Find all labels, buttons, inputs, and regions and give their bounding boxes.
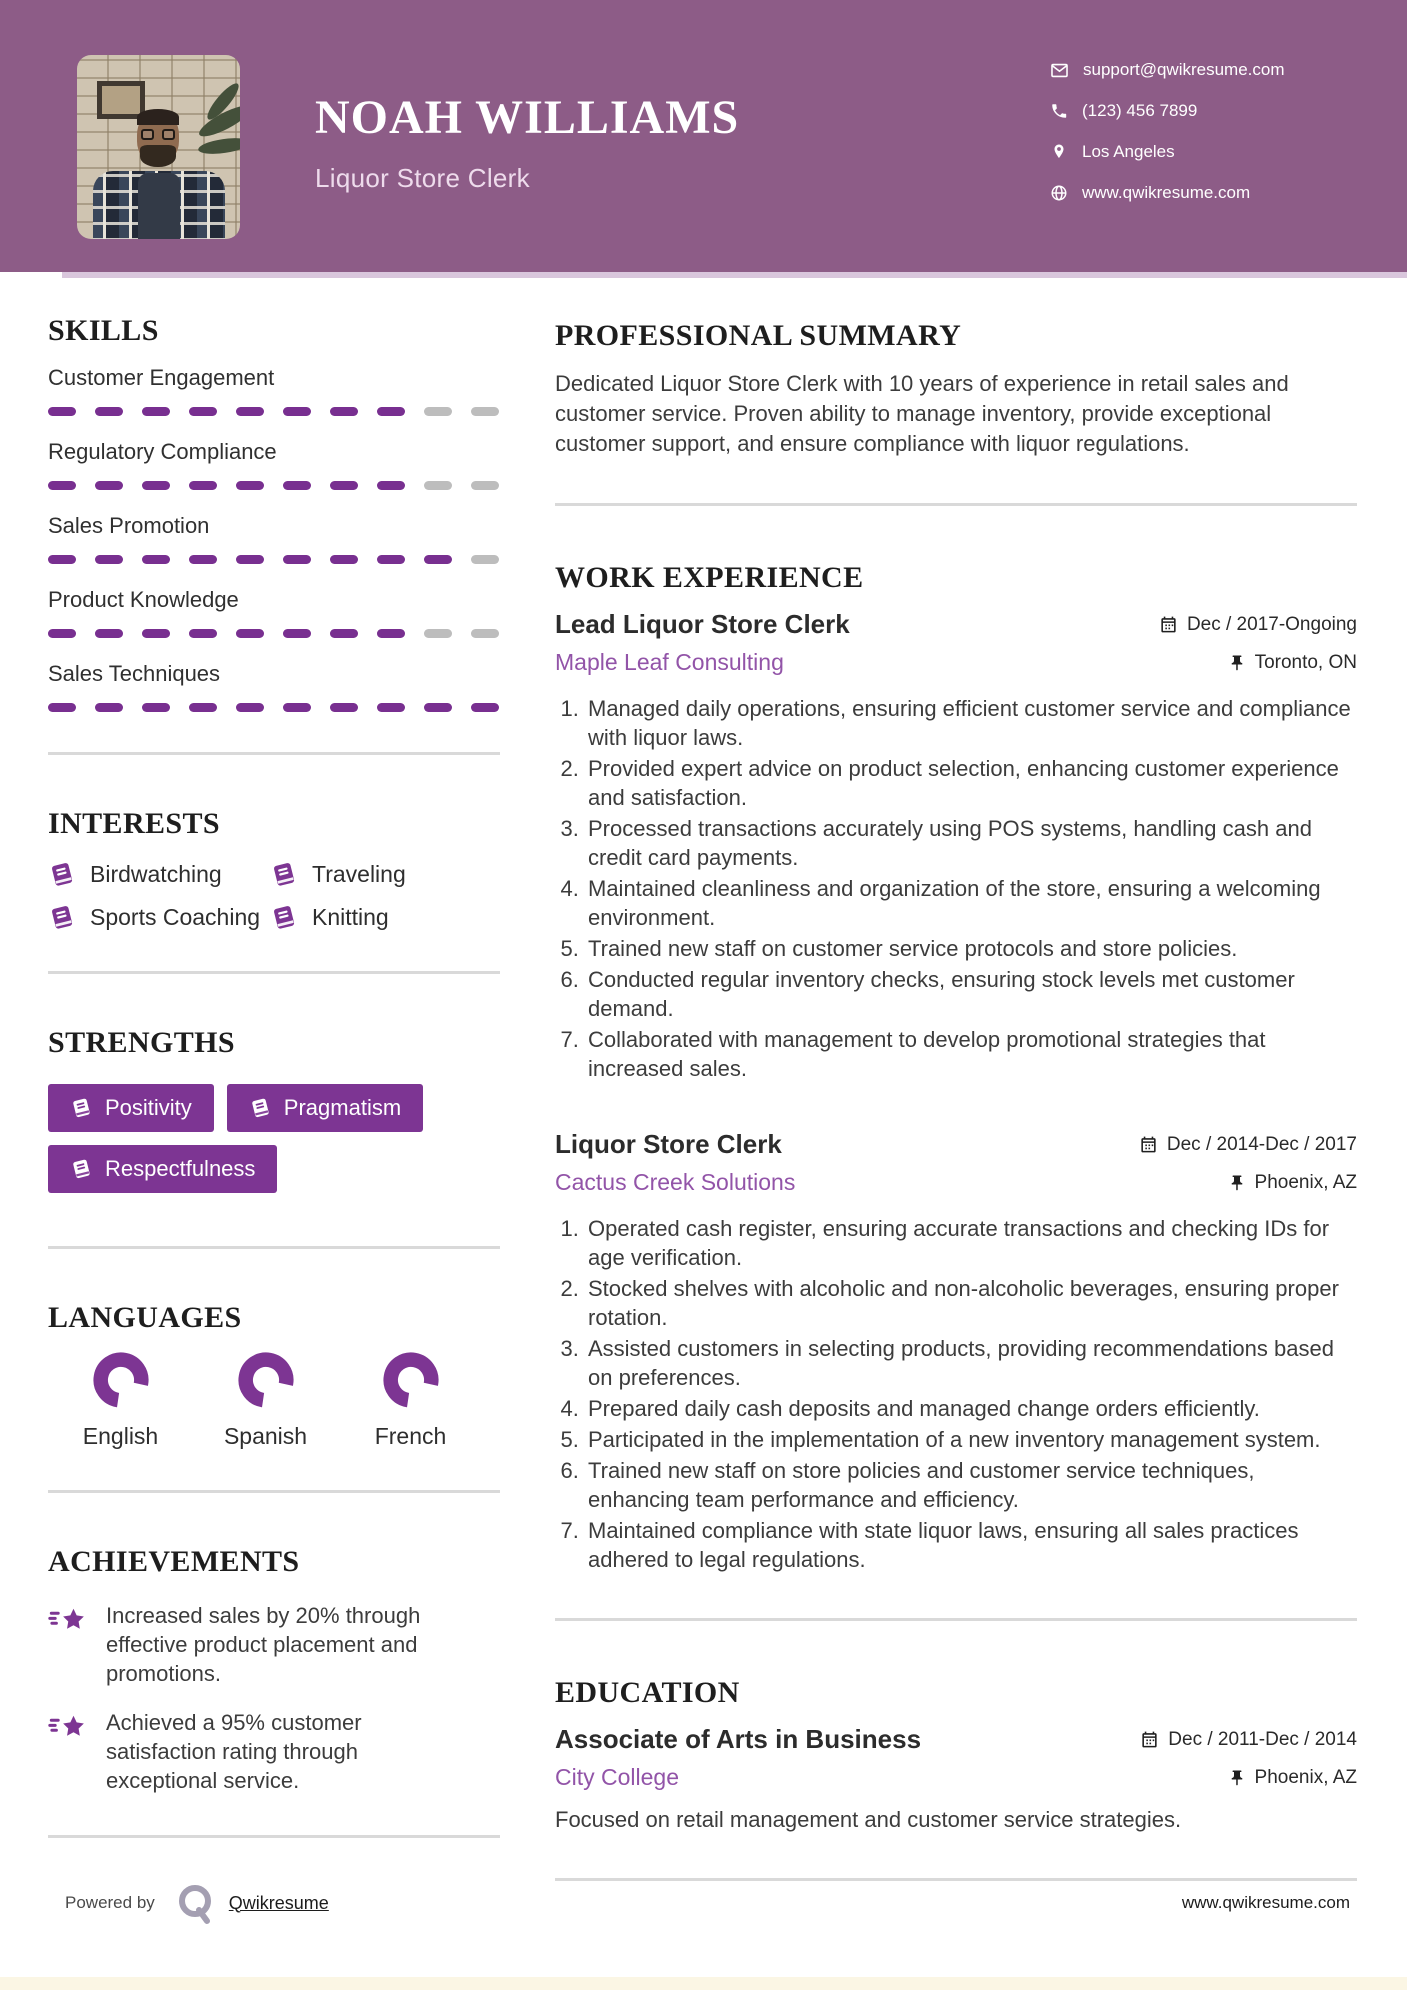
phone-icon bbox=[1050, 102, 1068, 120]
skill-dash bbox=[95, 629, 123, 638]
strengths-section bbox=[48, 1026, 500, 1206]
job-bullet-list bbox=[555, 1214, 1357, 1574]
job-title: Lead Liquor Store Clerk bbox=[555, 609, 850, 639]
book-icon bbox=[270, 861, 297, 888]
globe-icon bbox=[1050, 184, 1068, 202]
interest-item: Knitting bbox=[270, 904, 500, 931]
skill-dash bbox=[95, 407, 123, 416]
mail-icon bbox=[1050, 61, 1069, 80]
skill-dash bbox=[48, 407, 76, 416]
job-bullet: 4. Prepared daily cash deposits and managed change orders efficiently. bbox=[585, 1394, 1357, 1423]
skill-dash bbox=[330, 629, 358, 638]
skill-bar bbox=[48, 555, 500, 564]
skill-dash bbox=[95, 555, 123, 564]
contact-phone[interactable]: (123) 456 7899 bbox=[1050, 97, 1350, 125]
skill-dash bbox=[142, 407, 170, 416]
person-job-title: Liquor Store Clerk bbox=[315, 162, 530, 193]
summary-section bbox=[555, 319, 1357, 459]
job-bullet-list bbox=[555, 694, 1357, 1083]
interests-heading: INTERESTS bbox=[48, 807, 221, 840]
skills-heading: SKILLS bbox=[48, 314, 159, 347]
job-bullet: 5. Participated in the implementation of a new inventory management system. bbox=[585, 1425, 1357, 1454]
skill-dash bbox=[377, 629, 405, 638]
skill-dash bbox=[95, 703, 123, 712]
divider bbox=[555, 503, 1357, 506]
skill-bar bbox=[48, 629, 500, 638]
main-column bbox=[555, 319, 1357, 1936]
job-bullet: 4. Maintained cleanliness and organization of the store, ensuring a welcoming environment. bbox=[585, 874, 1357, 932]
skill-dash bbox=[48, 481, 76, 490]
divider bbox=[48, 1835, 500, 1838]
job-bullet: 5. Trained new staff on customer service protocols and store policies. bbox=[585, 934, 1357, 963]
book-icon bbox=[48, 904, 75, 931]
skill-dash bbox=[95, 481, 123, 490]
job-bullet: 3. Assisted customers in selecting products, providing recommendations based on preferences. bbox=[585, 1334, 1357, 1392]
skill-dash bbox=[424, 555, 452, 564]
job-bullet: 2. Provided expert advice on product selection, enhancing customer experience and satisfaction. bbox=[585, 754, 1357, 812]
job-bullet: 1. Operated cash register, ensuring accurate transactions and checking IDs for age verification. bbox=[585, 1214, 1357, 1272]
book-icon bbox=[70, 1158, 92, 1180]
interest-item: Sports Coaching bbox=[48, 904, 270, 931]
pushpin-icon bbox=[1228, 1769, 1246, 1787]
job-bullet: 1. Managed daily operations, ensuring efficient customer service and compliance with liquor laws. bbox=[585, 694, 1357, 752]
skill-dash bbox=[142, 703, 170, 712]
shooting-star-icon bbox=[48, 1710, 90, 1748]
education-description: Focused on retail management and customer service strategies. bbox=[555, 1807, 1182, 1832]
location-icon bbox=[1050, 143, 1068, 161]
skill-dash bbox=[236, 481, 264, 490]
skill-bar bbox=[48, 703, 500, 712]
job-entry bbox=[555, 1129, 1357, 1574]
achievement-item: Increased sales by 20% through effective product placement and promotions. bbox=[48, 1601, 500, 1688]
skill-dash bbox=[142, 629, 170, 638]
skill-dash bbox=[330, 703, 358, 712]
skill-dash bbox=[189, 555, 217, 564]
education-location: Phoenix, AZ bbox=[1140, 1767, 1357, 1789]
skill-dash bbox=[283, 407, 311, 416]
degree-title: Associate of Arts in Business bbox=[555, 1724, 922, 1754]
sidebar bbox=[48, 314, 500, 1936]
skill-dash bbox=[283, 555, 311, 564]
pushpin-icon bbox=[1228, 1174, 1246, 1192]
job-bullet: 6. Trained new staff on store policies and customer service techniques, enhancing team performance and efficiency. bbox=[585, 1456, 1357, 1514]
job-location: Toronto, ON bbox=[1159, 652, 1357, 674]
strength-chip: Respectfulness bbox=[48, 1145, 277, 1193]
skill-item: Sales Promotion bbox=[48, 512, 500, 564]
photo-person-face bbox=[137, 111, 179, 163]
bottom-accent-strip bbox=[0, 1977, 1407, 1990]
job-entry bbox=[555, 609, 1357, 1083]
skill-dash bbox=[236, 407, 264, 416]
skill-bar bbox=[48, 407, 500, 416]
skill-dash bbox=[283, 481, 311, 490]
calendar-icon bbox=[1139, 1135, 1158, 1154]
job-company: Maple Leaf Consulting bbox=[555, 649, 784, 675]
language-level-arc-icon bbox=[237, 1351, 295, 1409]
divider bbox=[48, 1246, 500, 1249]
skill-item: Customer Engagement bbox=[48, 364, 500, 416]
achievements-heading: ACHIEVEMENTS bbox=[48, 1545, 300, 1578]
header bbox=[0, 0, 1407, 272]
skill-item: Sales Techniques bbox=[48, 660, 500, 712]
skill-dash bbox=[236, 703, 264, 712]
education-heading: EDUCATION bbox=[555, 1676, 740, 1709]
strength-chip: Positivity bbox=[48, 1084, 214, 1132]
skill-dash bbox=[424, 703, 452, 712]
footer-website[interactable]: www.qwikresume.com bbox=[1181, 1893, 1350, 1912]
skill-dash bbox=[377, 555, 405, 564]
strength-chip: Pragmatism bbox=[227, 1084, 423, 1132]
divider bbox=[48, 752, 500, 755]
skill-dash bbox=[471, 629, 499, 638]
interest-item: Traveling bbox=[270, 861, 500, 888]
skill-dash bbox=[471, 555, 499, 564]
job-bullet: 2. Stocked shelves with alcoholic and non-alcoholic beverages, ensuring proper rotation. bbox=[585, 1274, 1357, 1332]
skill-dash bbox=[471, 407, 499, 416]
skill-dash bbox=[48, 703, 76, 712]
job-title: Liquor Store Clerk bbox=[555, 1129, 782, 1159]
job-bullet: 7. Collaborated with management to develop promotional strategies that increased sales. bbox=[585, 1025, 1357, 1083]
book-icon bbox=[70, 1097, 92, 1119]
skill-dash bbox=[283, 703, 311, 712]
contact-email[interactable]: support@qwikresume.com bbox=[1050, 56, 1350, 84]
qwikresume-logo-icon[interactable] bbox=[175, 1881, 215, 1925]
pushpin-icon bbox=[1228, 654, 1246, 672]
divider bbox=[555, 1618, 1357, 1621]
skill-item: Regulatory Compliance bbox=[48, 438, 500, 490]
profile-photo bbox=[77, 55, 240, 239]
skill-dash bbox=[142, 555, 170, 564]
job-bullet: 6. Conducted regular inventory checks, ensuring stock levels met customer demand. bbox=[585, 965, 1357, 1023]
skill-dash bbox=[48, 555, 76, 564]
header-shadow-line bbox=[62, 272, 1407, 278]
divider bbox=[48, 1490, 500, 1493]
contact-location: Los Angeles bbox=[1050, 138, 1350, 166]
skill-dash bbox=[236, 555, 264, 564]
skill-dash bbox=[377, 703, 405, 712]
education-dates: Dec / 2011-Dec / 2014 bbox=[1140, 1729, 1357, 1751]
job-bullet: 7. Maintained compliance with state liquor laws, ensuring all sales practices adhered to legal regulations. bbox=[585, 1516, 1357, 1574]
photo-plant bbox=[197, 135, 240, 156]
person-name: NOAH WILLIAMS bbox=[315, 91, 740, 144]
photo-person-tee bbox=[138, 173, 180, 239]
skill-dash bbox=[330, 407, 358, 416]
skill-dash bbox=[283, 629, 311, 638]
skill-dash bbox=[424, 629, 452, 638]
calendar-icon bbox=[1159, 615, 1178, 634]
job-bullet: 3. Processed transactions accurately using POS systems, handling cash and credit card payments. bbox=[585, 814, 1357, 872]
contact-block bbox=[1050, 56, 1350, 220]
book-icon bbox=[249, 1097, 271, 1119]
interest-item: Birdwatching bbox=[48, 861, 270, 888]
skill-dash bbox=[48, 629, 76, 638]
skill-dash bbox=[330, 481, 358, 490]
divider bbox=[48, 971, 500, 974]
skill-dash bbox=[424, 481, 452, 490]
powered-by-label: Powered by bbox=[65, 1893, 155, 1912]
summary-heading: PROFESSIONAL SUMMARY bbox=[555, 319, 962, 352]
language-level-arc-icon bbox=[92, 1351, 150, 1409]
identity-block bbox=[315, 92, 739, 194]
skill-dash bbox=[471, 703, 499, 712]
school-name: City College bbox=[555, 1764, 679, 1790]
skill-dash bbox=[189, 407, 217, 416]
achievement-item: Achieved a 95% customer satisfaction rating through exceptional service. bbox=[48, 1708, 500, 1795]
book-icon bbox=[48, 861, 75, 888]
skill-dash bbox=[330, 555, 358, 564]
language-item: English bbox=[48, 1351, 193, 1450]
skill-dash bbox=[189, 481, 217, 490]
summary-text: Dedicated Liquor Store Clerk with 10 years of experience in retail sales and customer service. Proven ability to manage inventory, provide exceptional customer support, and ensure compliance with liquor regulations. bbox=[555, 371, 1289, 456]
skill-bar bbox=[48, 481, 500, 490]
experience-section bbox=[555, 561, 1357, 1574]
achievements-section bbox=[48, 1545, 500, 1795]
language-item: Spanish bbox=[193, 1351, 338, 1450]
calendar-icon bbox=[1140, 1730, 1159, 1749]
skill-dash bbox=[189, 629, 217, 638]
skills-section bbox=[48, 314, 500, 712]
education-section bbox=[555, 1676, 1357, 1834]
job-dates: Dec / 2014-Dec / 2017 bbox=[1139, 1134, 1357, 1156]
interests-section bbox=[48, 807, 500, 931]
skill-dash bbox=[471, 481, 499, 490]
shooting-star-icon bbox=[48, 1603, 90, 1641]
job-location: Phoenix, AZ bbox=[1139, 1172, 1357, 1194]
experience-heading: WORK EXPERIENCE bbox=[555, 561, 864, 594]
skill-dash bbox=[377, 481, 405, 490]
language-level-arc-icon bbox=[382, 1351, 440, 1409]
skill-dash bbox=[189, 703, 217, 712]
skill-dash bbox=[424, 407, 452, 416]
book-icon bbox=[270, 904, 297, 931]
footer bbox=[65, 1880, 1350, 1926]
qwikresume-link[interactable]: Qwikresume bbox=[228, 1892, 329, 1913]
skill-dash bbox=[236, 629, 264, 638]
strengths-heading: STRENGTHS bbox=[48, 1026, 235, 1059]
languages-heading: LANGUAGES bbox=[48, 1301, 242, 1334]
language-item: French bbox=[338, 1351, 483, 1450]
photo-person-glasses bbox=[141, 129, 175, 140]
job-dates: Dec / 2017-Ongoing bbox=[1159, 614, 1357, 636]
skill-dash bbox=[377, 407, 405, 416]
job-company: Cactus Creek Solutions bbox=[555, 1169, 796, 1195]
skill-dash bbox=[142, 481, 170, 490]
contact-website[interactable]: www.qwikresume.com bbox=[1050, 179, 1350, 207]
languages-section bbox=[48, 1301, 500, 1450]
skill-item: Product Knowledge bbox=[48, 586, 500, 638]
